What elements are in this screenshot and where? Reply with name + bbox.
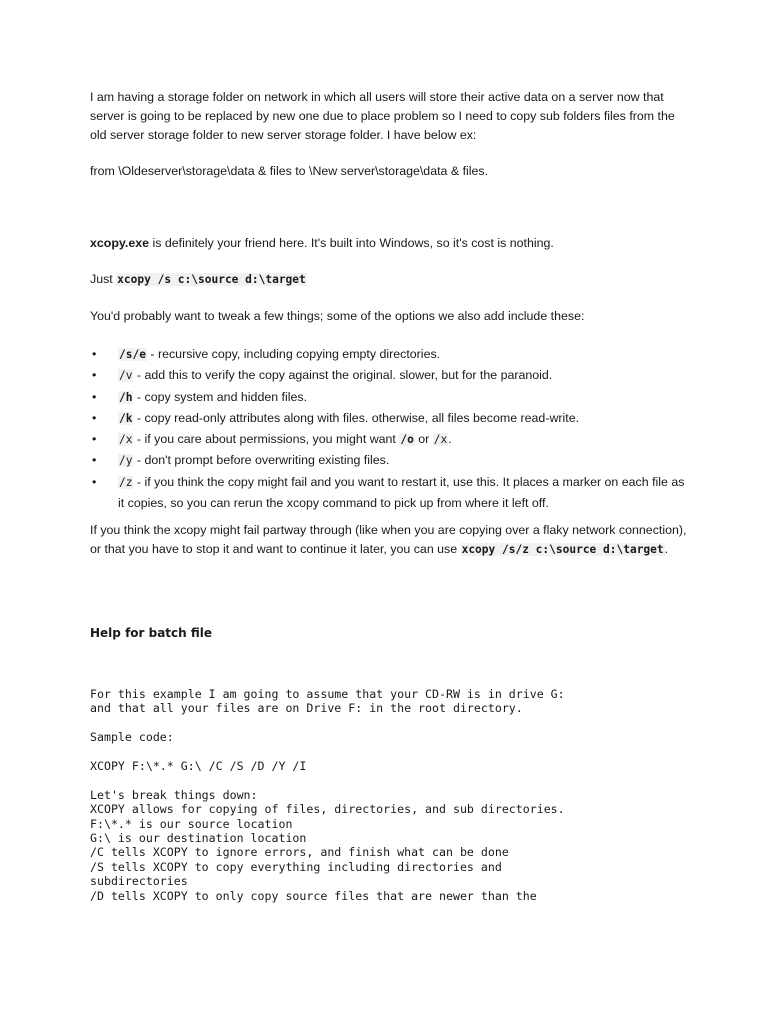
bullet: • (92, 453, 97, 468)
partway-end: . (664, 542, 669, 556)
option-desc: - recursive copy, including copying empty directories. (146, 347, 441, 361)
question-paragraph: I am having a storage folder on network in which all users will store their active data on a server now that server is going to be replaced by new one due to place problem so I need to copy sub folders files from the old server storage folder to new server storage folder. I have below ex: (90, 90, 675, 142)
basic-xcopy-command: xcopy /s c:\source d:\target (117, 273, 306, 286)
partway-paragraph (90, 521, 690, 559)
xcopy-exe-label: xcopy.exe (90, 236, 150, 250)
just-command-line (90, 270, 690, 289)
option-flag: /k (119, 411, 133, 425)
bullet: • (92, 368, 97, 383)
option-flag: /z (119, 475, 133, 489)
bullet: • (92, 389, 97, 404)
list-item (90, 344, 690, 365)
option-desc: - if you think the copy might fail and you want to restart it, use this. It places a marker on each file as it copies, so you can rerun the xcopy command to pick up from where it left off. (118, 474, 685, 511)
resume-xcopy-command: xcopy /s/z c:\source d:\target (461, 543, 664, 556)
options-list (90, 344, 690, 513)
option-flag: /s/e (119, 348, 146, 361)
answer-intro (90, 234, 690, 253)
bullet: • (92, 347, 97, 361)
list-item (90, 408, 690, 429)
bullet: • (92, 432, 97, 447)
option-flag: /x (119, 433, 133, 447)
option-desc: - copy read-only attributes along with files. otherwise, all files become read-write. (133, 410, 580, 425)
option-desc: - if you care about permissions, you might want (133, 432, 400, 447)
option-desc: - don't prompt before overwriting existing files. (133, 453, 390, 468)
option-flag: /y (119, 454, 133, 468)
list-item (90, 472, 690, 514)
batch-help-heading: Help for batch file (90, 626, 213, 640)
list-item (90, 387, 690, 408)
bullet: • (92, 410, 97, 425)
list-item (90, 429, 690, 450)
tweak-paragraph: You'd probably want to tweak a few things; some of the options we also add include these: (90, 309, 585, 323)
question-path-example: from \Oldeserver\storage\data & files to \New server\storage\data & files. (90, 164, 489, 178)
bullet: • (92, 474, 97, 489)
option-desc: - add this to verify the copy against the original. slower, but for the paranoid. (133, 368, 553, 383)
option-or: or (414, 432, 433, 447)
batch-code-block: For this example I am going to assume that your CD-RW is in drive G: and that all your files are on Drive F: in the root directory. Sample code: XCOPY F:\*.* G:\ /C /S /D /Y /I Let's break things down: XCOPY allows for copying of files, directories, and sub directories. F:\*.* is our source location G:\ is our destination location /C tells XCOPY to ignore errors, and finish what can be done /S tells XCOPY to copy everything including directories and subdirectories /D tells XCOPY to only copy source files that are newer than the (90, 687, 565, 903)
option-flag: /v (119, 369, 133, 383)
just-label: Just (90, 272, 117, 286)
partway-text: If you think the xcopy might fail partway through (like when you are copying over a flaky network connection), or that you have to stop it and want to continue it later, you can use (90, 523, 687, 556)
option-flag: /h (119, 390, 133, 404)
list-item (90, 450, 690, 471)
answer-intro-text: is definitely your friend here. It's built into Windows, so it's cost is nothing. (149, 236, 554, 250)
option-flag-x: /x (433, 433, 448, 447)
option-desc: - copy system and hidden files. (133, 389, 308, 404)
option-flag-o: /o (400, 433, 414, 447)
list-item (90, 365, 690, 386)
option-end: . (448, 432, 452, 447)
